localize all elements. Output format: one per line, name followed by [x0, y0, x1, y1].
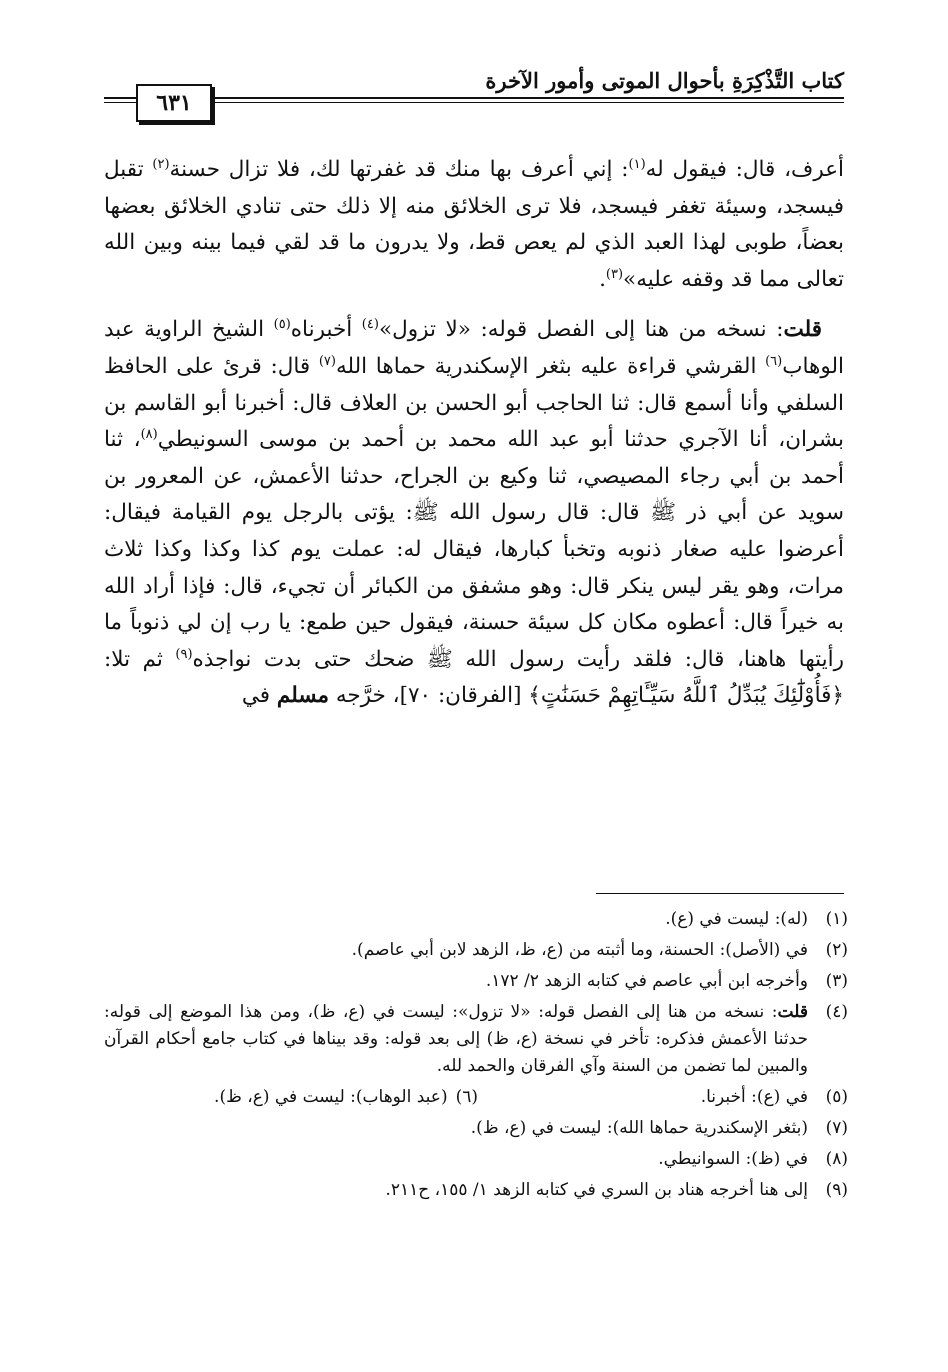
footnote-text: في (ظ): السوانيطي. [658, 1149, 808, 1169]
footnote-ref-2[interactable]: (٢) [152, 156, 170, 172]
page-number: ٦٣١ [156, 90, 192, 116]
footnote-text: في (الأصل): الحسنة، وما أثبته من (ع، ظ، الزهد لابن أبي عاصم). [351, 940, 808, 960]
footnote-text: (له): ليست في (ع). [665, 909, 808, 929]
footnote-text-pair [104, 1084, 808, 1111]
footnote-3 [104, 968, 848, 995]
text-run: ثم تلا: [104, 646, 176, 672]
footnote-text: في (ع): أخبرنا. [700, 1087, 808, 1107]
text-run: القرشي قراءة عليه بثغر الإسكندرية حماها الله [335, 353, 766, 379]
quran-verse: ﴿فَأُوْلَٰٓئِكَ يُبَدِّلُ ٱللَّهُ سَيِّـَٔاتِهِمْ حَسَنَٰتٍ﴾ [528, 683, 844, 709]
text-run: أعرف، قال: فيقول له [645, 157, 844, 182]
footnote-ref-5[interactable]: (٥) [273, 317, 291, 333]
lead-word-qultu: قلت [783, 317, 823, 343]
text-run: الشيخ الراوية عبد الوهاب [104, 317, 844, 379]
footnote-ref-9[interactable]: (٩) [175, 646, 193, 662]
text-run: قال: قرئ على الحافظ السلفي وأنا أسمع قال: ثنا الحاجب أبو الحسن بن العلاف قال: أخبرنا أبو القاسم بن بشران، أنا الآجري حدثنا أبو عبد الله محمد بن أحمد بن موسى السونيطي [104, 353, 845, 453]
footnote-number: (٢) [825, 940, 848, 960]
paragraph-1 [104, 152, 844, 298]
footnotes [104, 906, 848, 1208]
footnote-text: إلى هنا أخرجه هناد بن السري في كتابه الزهد ١/ ١٥٥، ح٢١١. [385, 1180, 808, 1200]
footnote-ref-8[interactable]: (٨) [140, 427, 158, 442]
footnote-text: وأخرجه ابن أبي عاصم في كتابه الزهد ٢/ ١٧٢. [485, 971, 808, 991]
footnote-number: (٨) [825, 1149, 848, 1169]
running-title: كتاب التَّذْكِرَةِ بأحوال الموتى وأمور الآخرة [485, 68, 844, 93]
footnote-number: (١) [825, 909, 848, 929]
footnote-8 [104, 1146, 848, 1173]
header-rule [104, 97, 844, 103]
footnote-text [104, 999, 808, 1080]
footnote-6 [104, 1084, 478, 1111]
footnote-9 [104, 1177, 848, 1204]
text-run: في [241, 683, 277, 709]
footnote-1 [104, 906, 848, 933]
footnote-ref-3[interactable]: (٣) [605, 266, 624, 282]
footnote-lead: قلت [777, 1002, 808, 1022]
footnote-body: : نسخه من هنا إلى الفصل قوله: «لا تزول»: ليست في (ع، ظ)، ومن هذا الموضع إلى قوله: حدثنا الأعمش فذكره: تأخر في نسخة (ع، ظ) إلى بعد قوله: وقد بيناها في كتاب جامع أحكام القرآن والمبين لما تضمن من السنة وآي الفرقان والحمد لله. [104, 1002, 808, 1076]
footnote-ref-4[interactable]: (٤) [361, 317, 379, 333]
footnote-7 [104, 1115, 848, 1142]
text-run: أخبرناه [290, 317, 362, 343]
footnote-number: (٩) [825, 1180, 848, 1200]
footnote-separator [596, 893, 844, 894]
page-number-box [136, 84, 212, 122]
footnote-number: (٤) [825, 1002, 848, 1022]
footnote-ref-1[interactable]: (١) [628, 156, 646, 172]
footnote-number: (٥) [825, 1087, 848, 1107]
footnote-2 [104, 937, 848, 964]
footnote-number: (٣) [825, 971, 848, 991]
muslim-name: مسلم [276, 683, 330, 709]
main-text [104, 152, 844, 715]
footnote-number: (٧) [825, 1118, 848, 1138]
text-run: : نسخه من هنا إلى الفصل قوله: «لا تزول» [378, 317, 784, 343]
text-run: . [599, 266, 606, 292]
text-run: تقبل فيسجد، وسيئة تغفر فيسجد، فلا ترى الخلائق منه إلا ذلك حتى تنادي الخلائق بعضها بعضاً، طوبى لهذا العبد الذي لم يعص قط، ولا يدرون ما قد لقي فيما بينه وبين الله تعالى مما قد وقفه عليه» [104, 157, 844, 292]
footnote-ref-7[interactable]: (٧) [318, 353, 336, 369]
footnote-text: (بثغر الإسكندرية حماها الله): ليست في (ع، ظ). [470, 1118, 808, 1138]
footnote-number: (٦) [455, 1087, 478, 1107]
text-run: : إني أعرف بها منك قد غفرتها لك، فلا تزال حسنة [169, 157, 629, 182]
footnote-5-6 [104, 1084, 848, 1111]
footnote-ref-6[interactable]: (٦) [765, 353, 783, 369]
paragraph-2 [104, 312, 844, 715]
footnote-text: (عبد الوهاب): ليست في (ع، ظ). [214, 1087, 448, 1107]
text-run: [الفرقان: ٧٠]، خرَّجه [329, 683, 529, 709]
text-run: ، ثنا أحمد بن أبي رجاء المصيصي، ثنا وكيع بن الجراح، حدثنا الأعمش، عن المعرور بن سويد عن أبي ذر ﷺ قال: قال رسول الله ﷺ: يؤتى بالرجل يوم القيامة فيقال: أعرضوا عليه صغار ذنوبه وتخبأ كبارها، فيقال له: عملت يوم كذا وكذا وكذا ثلاث مرات، وهو يقر ليس ينكر قال: وهو مشفق من الكبائر أن تجيء، قال: فإذا أراد الله به خيراً قال: أعطوه مكان كل سيئة حسنة، فيقول حين طمع: يا رب إن لي ذنوباً ما رأيتها هاهنا، قال: فلقد رأيت رسول الله ﷺ ضحك حتى بدت نواجذه [104, 427, 844, 672]
footnote-4 [104, 999, 848, 1080]
